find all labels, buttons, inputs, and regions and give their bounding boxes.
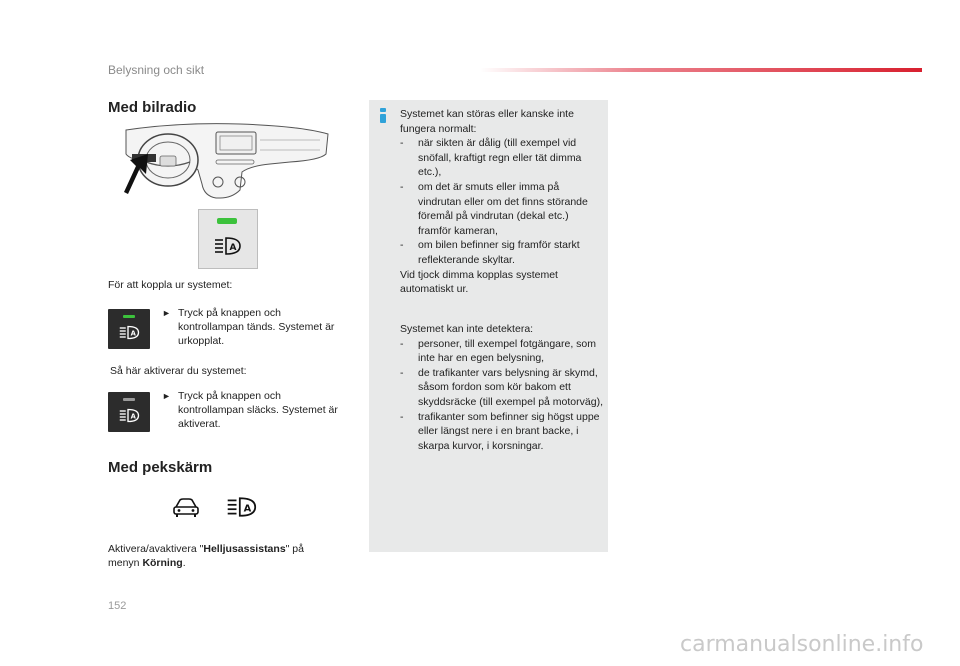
list-item: - om bilen befinner sig framför starkt reflekterande skyltar. bbox=[400, 239, 580, 266]
list-item: - de trafikanter vars belysning är skymd, såsom fordon som kör bakom ett skyddsräcke (till exempel på motorväg), bbox=[400, 366, 603, 408]
disable-intro: För att koppla ur systemet: bbox=[108, 279, 233, 291]
svg-text:A: A bbox=[243, 503, 252, 515]
arrow-bullet-icon: ► bbox=[162, 391, 171, 401]
touch-instruction: Aktivera/avaktivera "Helljusassistans" på menyn Körning. bbox=[108, 543, 304, 569]
auto-high-beam-icon bbox=[119, 408, 140, 423]
heading-radio: Med bilradio bbox=[108, 99, 197, 116]
heading-touch: Med pekskärm bbox=[108, 459, 213, 476]
button-illustration-lamp-on bbox=[198, 209, 258, 269]
dashboard-illustration bbox=[120, 120, 332, 200]
green-lamp-indicator bbox=[217, 218, 237, 224]
svg-text:A: A bbox=[229, 243, 237, 253]
watermark: carmanualsonline.info bbox=[680, 632, 924, 657]
section-title: Belysning och sikt bbox=[108, 63, 205, 77]
enable-intro: Så här aktiverar du systemet: bbox=[110, 365, 247, 377]
auto-high-beam-icon bbox=[214, 236, 242, 256]
info-icon bbox=[380, 108, 386, 124]
header-accent-line bbox=[480, 68, 922, 72]
page-number: 152 bbox=[108, 600, 127, 612]
button-dark-lamp-off bbox=[108, 392, 150, 432]
button-dark-lamp-on bbox=[108, 309, 150, 349]
green-lamp-indicator bbox=[123, 315, 135, 318]
pointer-arrow-icon bbox=[122, 150, 150, 200]
disable-step: ► Tryck på knappen och kontrollampan tänds. Systemet är urkopplat. bbox=[162, 307, 335, 347]
svg-text:A: A bbox=[130, 329, 136, 338]
info-paragraph-1: Systemet kan störas eller kanske inte fungera normalt: - när sikten är dålig (till exempel vid snöfall, kraftigt regn eller tät dimma etc.), - om det är smuts eller imma på vindrutan eller om det finns störande föremål på vindrutan (dekal etc.) framför kameran, - om bilen befinner sig framför starkt reflekterande skyltar. Vid tjock dimma kopplas systemet automatiskt ur. bbox=[400, 107, 600, 297]
info-paragraph-2: Systemet kan inte detektera: - personer, till exempel fotgängare, som inte har en egen belysning, - de trafikanter vars belysning är skymd, såsom fordon som kör bakom ett skyddsräcke (till exempel på motorväg), - trafikanter som befinner sig högst uppe eller längst nere i en brant backe, i skarpa kurvor, i korsningar. bbox=[400, 323, 603, 452]
car-icon bbox=[172, 497, 200, 519]
list-item: - personer, till exempel fotgängare, som inte har en egen belysning, bbox=[400, 337, 597, 365]
list-item: - om det är smuts eller imma på vindrutan eller om det finns störande föremål på vindrutan (dekal etc.) framför kameran, bbox=[400, 180, 588, 237]
list-item: - trafikanter som befinner sig högst uppe eller längst nere i en brant backe, i skarpa kurvor, i korsningar. bbox=[400, 410, 600, 452]
auto-high-beam-icon bbox=[119, 325, 140, 340]
list-item: - när sikten är dålig (till exempel vid snöfall, kraftigt regn eller tät dimma etc.), bbox=[400, 137, 582, 179]
svg-text:A: A bbox=[130, 412, 136, 421]
enable-step: ► Tryck på knappen och kontrollampan släcks. Systemet är aktiverat. bbox=[162, 390, 338, 430]
grey-lamp-indicator bbox=[123, 398, 135, 401]
arrow-bullet-icon: ► bbox=[162, 308, 171, 318]
auto-high-beam-icon bbox=[226, 496, 258, 518]
